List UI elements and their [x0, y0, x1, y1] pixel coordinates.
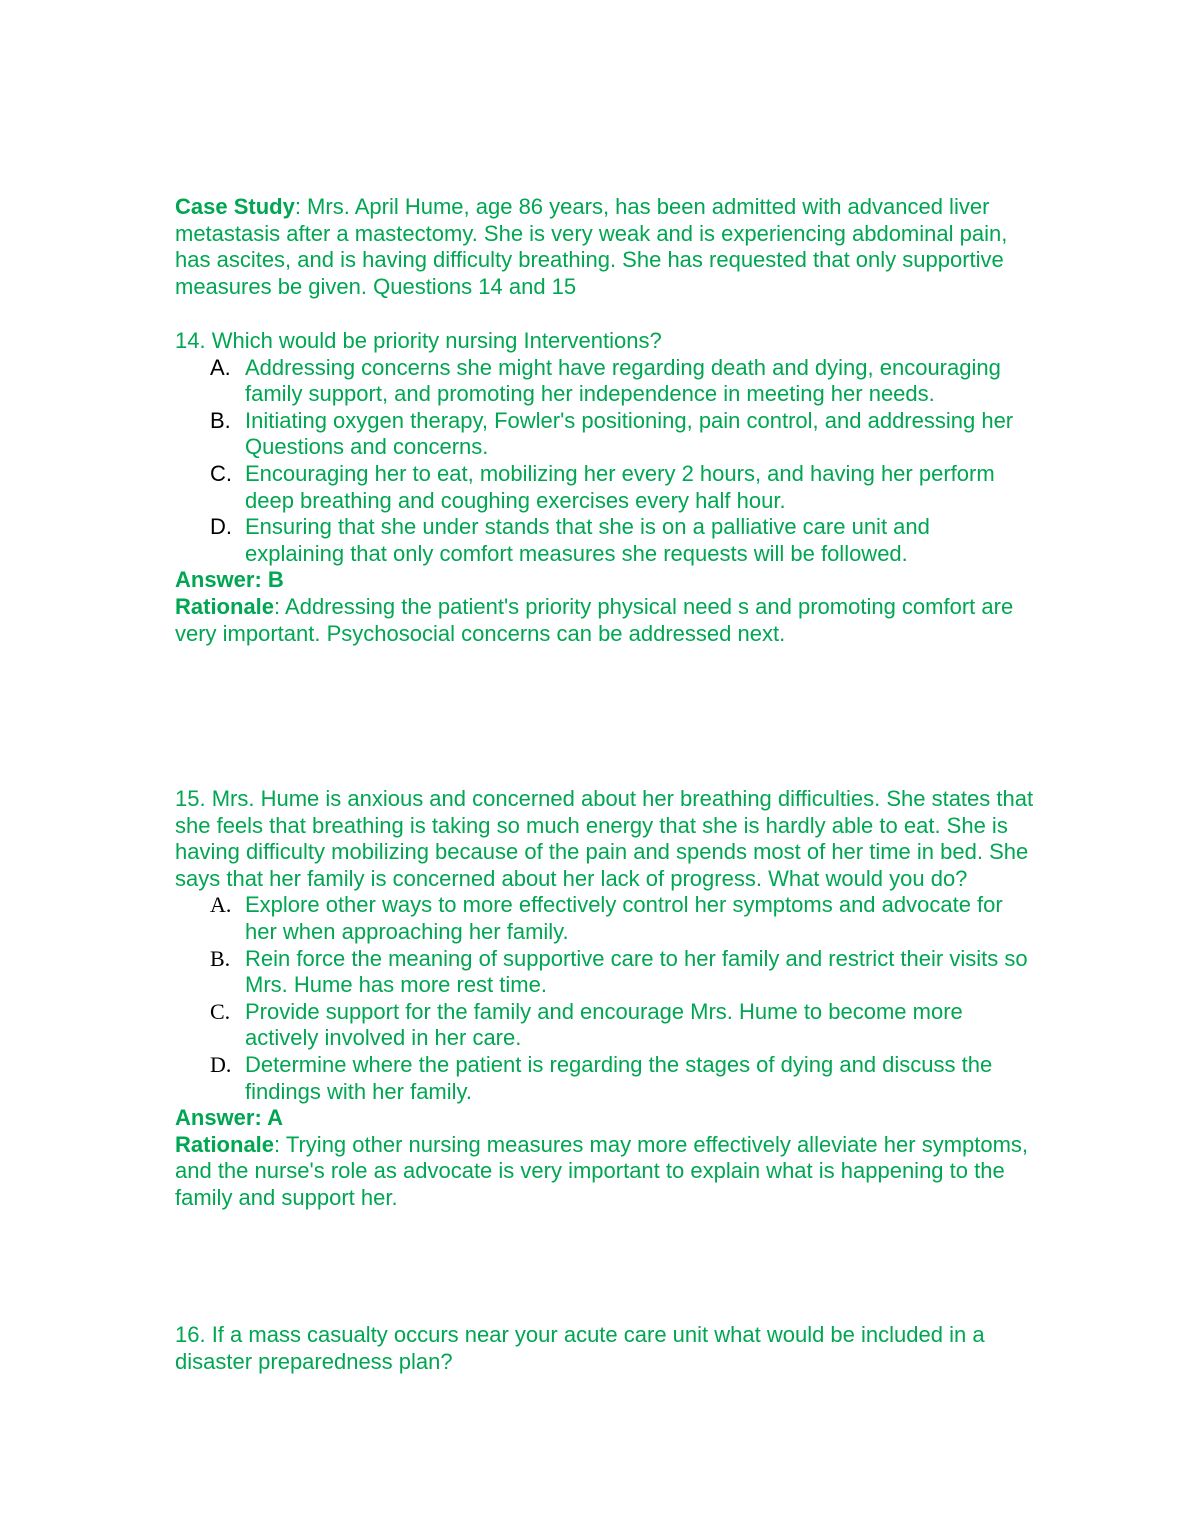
- option-d: [175, 1052, 1035, 1105]
- option-letter: A.: [210, 892, 232, 918]
- rationale-15-label: Rationale: [175, 1131, 275, 1157]
- option-a: [175, 355, 1035, 408]
- case-study-label: Case Study: [175, 194, 295, 219]
- question-15-text: 15. Mrs. Hume is anxious and concerned about her breathing difficulties. She states that she feels that breathing is taking so much energy that she is hardly able to eat. She is having difficulty mobilizing because of the pain and spends most of her time in bed. She says that her family is concerned about her lack of progress. What would you do?: [175, 786, 1034, 891]
- rationale-15-text: : Trying other nursing measures may more effectively alleviate her symptoms, and the nurse's role as advocate is very important to explain what is happening to the family and support her.: [175, 1131, 1029, 1210]
- rationale-14-label: Rationale: [175, 593, 275, 619]
- question-14-options: [175, 355, 1035, 568]
- case-study-paragraph: [175, 194, 1035, 300]
- option-b: [175, 946, 1035, 999]
- option-text: Initiating oxygen therapy, Fowler's positioning, pain control, and addressing her Questions and concerns.: [245, 407, 1014, 460]
- case-study-text: : Mrs. April Hume, age 86 years, has been admitted with advanced liver metastasis after a mastectomy. She is very weak and is experiencing abdominal pain, has ascites, and is having difficulty breathing. She has requested that only supportive measures be given. Questions 14 and 15: [175, 194, 1008, 299]
- option-letter: C.: [210, 998, 231, 1024]
- option-text: Provide support for the family and encourage Mrs. Hume to become more actively involved in her care.: [245, 998, 963, 1051]
- option-text: Ensuring that she under stands that she is on a palliative care unit and explaining that only comfort measures she requests will be followed.: [245, 514, 930, 566]
- option-letter: D.: [210, 514, 232, 540]
- option-letter: D.: [210, 1051, 232, 1077]
- option-text: Rein force the meaning of supportive care to her family and restrict their visits so Mrs. Hume has more rest time.: [245, 945, 1028, 998]
- option-b: [175, 408, 1035, 461]
- option-a: [175, 892, 1035, 945]
- option-d: [175, 514, 1035, 567]
- question-16: [175, 1322, 1035, 1375]
- answer-14: Answer: B: [175, 567, 284, 593]
- option-letter: C.: [210, 460, 232, 486]
- option-letter: B.: [210, 407, 231, 433]
- option-letter: B.: [210, 945, 231, 971]
- option-c: [175, 461, 1035, 514]
- question-14-text: 14. Which would be priority nursing Interventions?: [175, 328, 662, 353]
- answer-15: Answer: A: [175, 1105, 283, 1131]
- option-text: Determine where the patient is regarding the stages of dying and discuss the findings with her family.: [245, 1051, 993, 1104]
- option-text: Encouraging her to eat, mobilizing her every 2 hours, and having her perform deep breathing and coughing exercises every half hour.: [245, 460, 995, 513]
- rationale-14-text: : Addressing the patient's priority physical need s and promoting comfort are very important. Psychosocial concerns can be addressed next.: [175, 593, 1014, 646]
- option-text: Addressing concerns she might have regarding death and dying, encouraging family support, and promoting her independence in meeting her needs.: [245, 354, 1001, 407]
- option-text: Explore other ways to more effectively control her symptoms and advocate for her when approaching her family.: [245, 892, 1003, 944]
- option-c: [175, 999, 1035, 1052]
- question-15: [175, 786, 1035, 1212]
- question-14: [175, 328, 1035, 647]
- question-15-options: [175, 892, 1035, 1105]
- question-16-text: 16. If a mass casualty occurs near your acute care unit what would be included in a disaster preparedness plan?: [175, 1322, 985, 1374]
- option-letter: A.: [210, 354, 231, 380]
